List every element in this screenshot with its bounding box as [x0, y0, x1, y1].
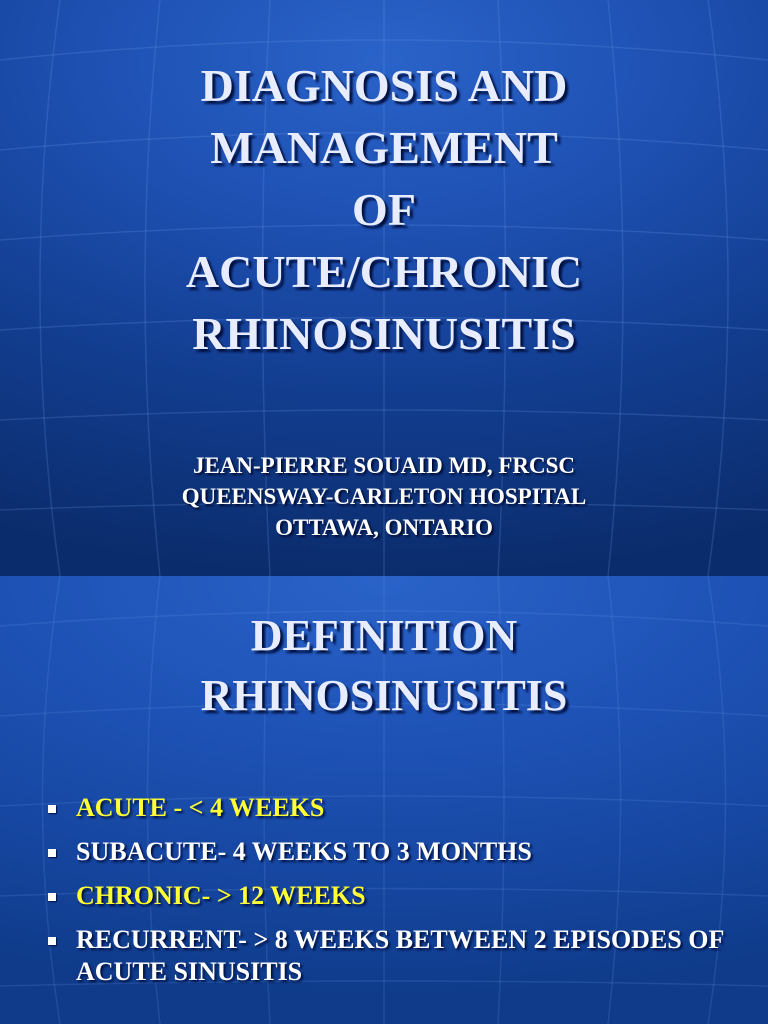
title-line: OF — [352, 184, 416, 235]
author-block — [0, 450, 768, 543]
author-affiliation: QUEENSWAY-CARLETON HOSPITAL — [181, 484, 587, 509]
list-item-chronic — [44, 880, 744, 912]
square-bullet-icon — [48, 805, 56, 813]
slide-definition — [0, 576, 768, 1024]
list-item-text: RECURRENT- > 8 WEEKS BETWEEN 2 EPISODES OF ACUTE SINUSITIS — [76, 925, 724, 986]
list-item-text: ACUTE - < 4 WEEKS — [76, 793, 325, 822]
square-bullet-icon — [48, 893, 56, 901]
title-line: RHINOSINUSITIS — [192, 308, 576, 359]
presentation-title — [0, 55, 768, 365]
square-bullet-icon — [48, 849, 56, 857]
author-name: JEAN-PIERRE SOUAID MD, FRCSC — [192, 453, 576, 478]
square-bullet-icon — [48, 937, 56, 945]
title-line: DIAGNOSIS AND — [200, 60, 568, 111]
slide-heading — [0, 606, 768, 726]
heading-line: DEFINITION — [250, 611, 518, 660]
title-line: ACUTE/CHRONIC — [185, 246, 583, 297]
title-line: MANAGEMENT — [210, 122, 558, 173]
list-item-acute — [44, 792, 744, 824]
list-item-text: CHRONIC- > 12 WEEKS — [76, 881, 366, 910]
list-item-recurrent — [44, 924, 744, 988]
author-location: OTTAWA, ONTARIO — [275, 515, 493, 540]
definition-list — [44, 792, 744, 1000]
heading-line: RHINOSINUSITIS — [200, 671, 568, 720]
list-item-text: SUBACUTE- 4 WEEKS TO 3 MONTHS — [76, 837, 532, 866]
list-item-subacute — [44, 836, 744, 868]
